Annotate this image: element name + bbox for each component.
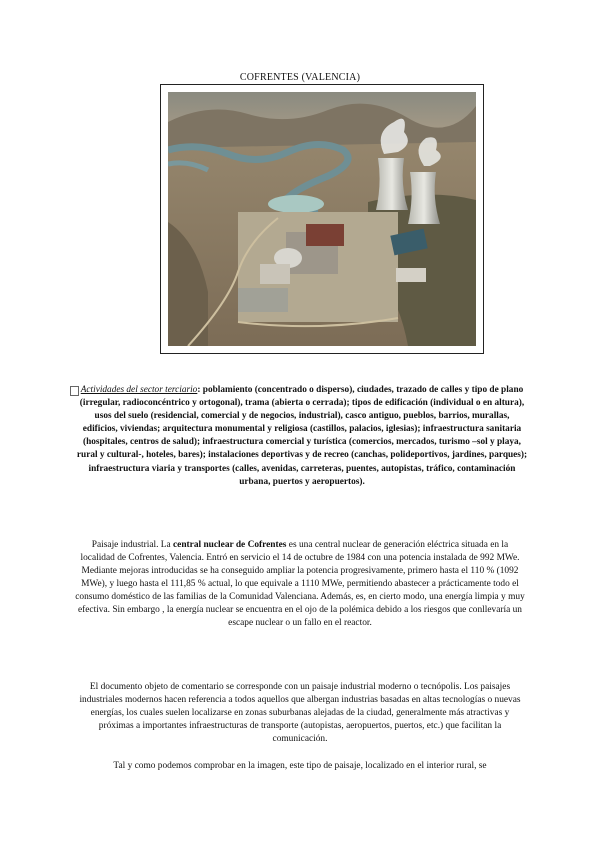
- paragraph-1-lead: Paisaje industrial. La: [91, 540, 174, 550]
- turbine-hall: [306, 224, 344, 246]
- warehouse: [396, 268, 426, 282]
- switchyard: [238, 288, 288, 312]
- paragraph-2: El documento objeto de comentario se corresponde con un paisaje industrial moderno o tecnópolis. Los paisajes industriales modernos hacen referencia a todos aquellos que albergan industrias basadas en altas tecnologías o nuevas energías, los cuales suelen localizarse en zonas suburbanas alejadas de la ciudad, generalmente más atractivas y próximas a importantes infraestructuras de transporte (autopistas, aeropuertos, puertos, etc.) que facilitan la comunicación.: [79, 682, 521, 744]
- bullet-label: Actividades del sector terciario: [80, 385, 198, 395]
- bullet-separator: :: [197, 385, 201, 395]
- photo-frame: [160, 84, 484, 354]
- auxiliary-block: [260, 264, 290, 284]
- bullet-paragraph: [76, 384, 528, 489]
- paragraph-3: Tal y como podemos comprobar en la imagen, este tipo de paisaje, localizado en el interior rural, se: [113, 761, 487, 771]
- paragraph-1: [74, 539, 526, 630]
- page-title: COFRENTES (VALENCIA): [239, 72, 361, 83]
- nuclear-plant-photo: [168, 92, 476, 346]
- reservoir: [268, 195, 324, 213]
- bullet-text: poblamiento (concentrado o disperso), ciudades, trazado de calles y tipo de plano (irregular, radioconcéntrico y ortogonal), trama (abierta o cerrada); tipos de edificación (individual o en altura), usos del suelo (residencial, comercial y de negocios, industrial), casco antiguo, pueblos, barrios, murallas, edificios, viviendas; arquitectura monumental y religiosa (castillos, palacios, iglesias); infraestructura sanitaria (hospitales, centros de salud); infraestructura comercial y turística (comercios, mercados, turismo –sol y playa, rural y cultural-, hoteles, bares); instalaciones deportivas y de recreo (canchas, polideportivos, jardines, parques); infraestructura viaria y transportes (calles, avenidas, carreteras, puentes, autopistas, tráfico, contaminación urbana, puertos y aeropuertos).: [76, 385, 528, 487]
- paragraph-1-rest: es una central nuclear de generación eléctrica situada en la localidad de Cofrentes, Valencia. Entró en servicio el 14 de octubre de 1984 con una potencia instalada de 992 MWe. Mediante mejoras introducidas se ha conseguido ampliar la potencia progresivamente, primero hasta el 110 % (1092 MWe), y luego hasta el 111,85 % actual, lo que equivale a 1110 MWe, permitiendo abastecer a prácticamente todo el consumo doméstico de las familias de la Comunidad Valenciana. Además, es, en cierto modo, una energía limpia y muy efectiva. Sin embargo , la energía nuclear se encuentra en el ojo de la polémica debido a los riesgos que conllevaría un escape nuclear o un fallo en el reactor.: [75, 540, 525, 628]
- paragraph-1-highlight: central nuclear de Cofrentes: [173, 540, 287, 550]
